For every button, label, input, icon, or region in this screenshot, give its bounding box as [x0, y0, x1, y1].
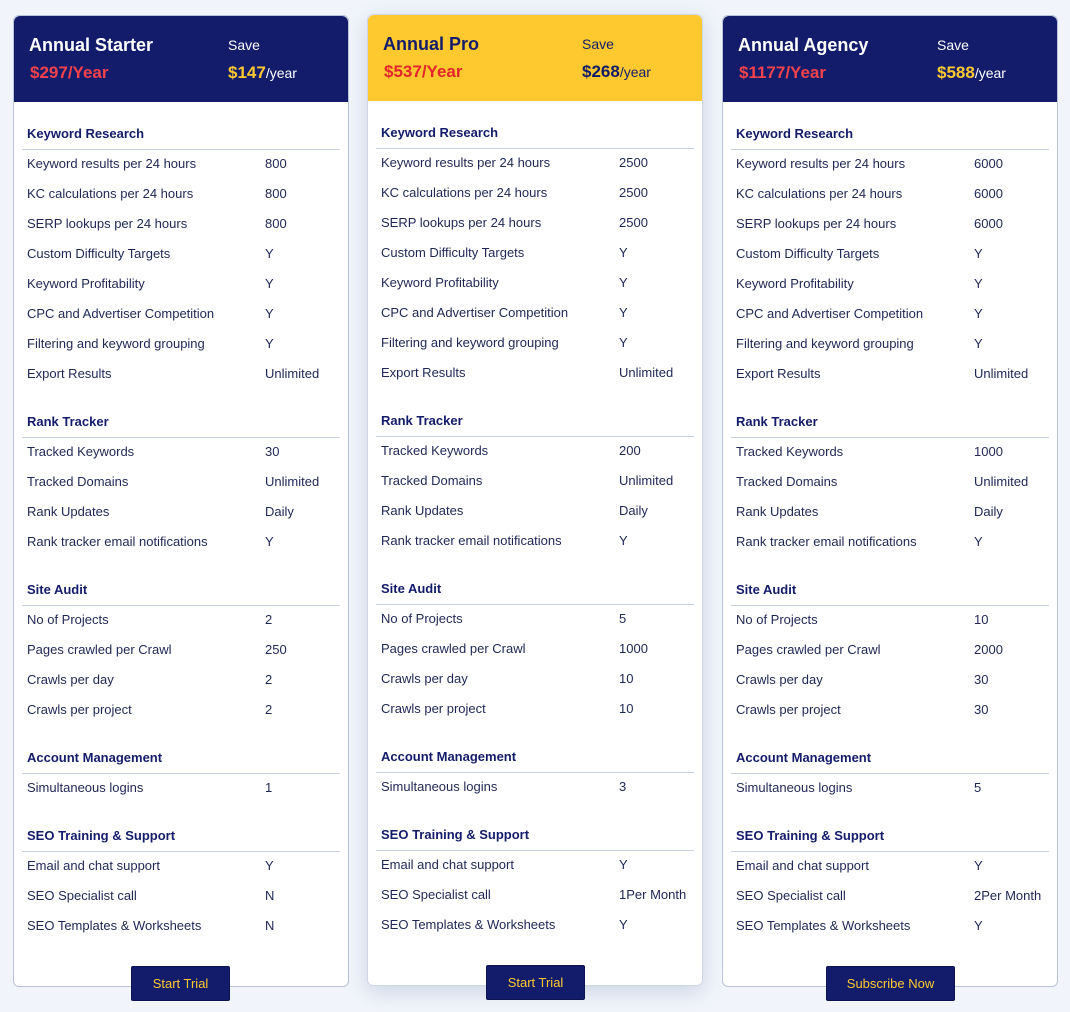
feature-value: Y	[974, 276, 983, 291]
feature-value: 5	[619, 611, 627, 626]
feature-row	[381, 503, 691, 521]
section-title-seo-training-support: SEO Training & Support	[736, 828, 885, 843]
feature-value: Unlimited	[265, 366, 320, 381]
feature-label: Crawls per project	[381, 701, 486, 716]
feature-label: Rank Updates	[381, 503, 464, 518]
section-title-account-management: Account Management	[381, 749, 517, 764]
feature-label: No of Projects	[736, 612, 818, 627]
feature-value: Unlimited	[619, 473, 674, 488]
feature-row	[736, 336, 1046, 354]
feature-value: Daily	[974, 504, 1003, 519]
section-divider	[376, 850, 694, 851]
section-title-seo-training-support: SEO Training & Support	[27, 828, 176, 843]
feature-value: Y	[619, 305, 628, 320]
save-label: Save	[937, 37, 969, 53]
feature-label: Crawls per project	[27, 702, 132, 717]
feature-value: 30	[974, 702, 989, 717]
save-unit: /year	[619, 64, 651, 80]
section-title-account-management: Account Management	[27, 750, 163, 765]
feature-row	[736, 366, 1046, 384]
feature-value: 3	[619, 779, 627, 794]
feature-label: CPC and Advertiser Competition	[381, 305, 569, 320]
feature-row	[27, 918, 337, 936]
plan-header	[14, 16, 348, 102]
subscribe-now-button-agency[interactable]: Subscribe Now	[826, 966, 955, 1001]
feature-label: No of Projects	[381, 611, 463, 626]
start-trial-button-pro[interactable]: Start Trial	[486, 965, 585, 1000]
feature-label: Rank Updates	[736, 504, 819, 519]
feature-row	[736, 534, 1046, 552]
feature-label: Tracked Keywords	[27, 444, 135, 459]
feature-value: Y	[974, 918, 983, 933]
save-amount: $588	[937, 63, 975, 82]
feature-row	[736, 306, 1046, 324]
feature-label: KC calculations per 24 hours	[27, 186, 194, 201]
feature-row	[27, 702, 337, 720]
feature-value: Y	[265, 306, 274, 321]
feature-value: 2Per Month	[974, 888, 1042, 903]
save-price	[228, 63, 297, 83]
feature-row	[381, 917, 691, 935]
feature-value: 2500	[619, 155, 648, 170]
feature-value: Y	[974, 246, 983, 261]
section-divider	[376, 148, 694, 149]
feature-label: CPC and Advertiser Competition	[736, 306, 924, 321]
feature-row	[736, 780, 1046, 798]
feature-label: Rank Updates	[27, 504, 110, 519]
feature-label: Keyword Profitability	[736, 276, 854, 291]
section-divider	[731, 149, 1049, 150]
feature-value: 2500	[619, 185, 648, 200]
feature-value: Y	[265, 336, 274, 351]
feature-label: Rank tracker email notifications	[736, 534, 917, 549]
feature-value: 6000	[974, 216, 1003, 231]
section-divider	[731, 773, 1049, 774]
feature-row	[27, 246, 337, 264]
feature-value: 6000	[974, 156, 1003, 171]
feature-label: SEO Specialist call	[27, 888, 137, 903]
feature-label: KC calculations per 24 hours	[381, 185, 548, 200]
feature-row	[27, 336, 337, 354]
feature-label: No of Projects	[27, 612, 109, 627]
feature-value: 800	[265, 156, 287, 171]
feature-row	[736, 918, 1046, 936]
feature-value: 10	[974, 612, 989, 627]
feature-value: 1	[265, 780, 273, 795]
save-unit: /year	[265, 65, 297, 81]
feature-value: 30	[265, 444, 280, 459]
section-divider	[22, 437, 340, 438]
feature-label: Export Results	[736, 366, 821, 381]
feature-row	[381, 671, 691, 689]
feature-label: Tracked Keywords	[381, 443, 489, 458]
feature-row	[27, 888, 337, 906]
feature-row	[381, 779, 691, 797]
section-title-keyword-research: Keyword Research	[27, 126, 145, 141]
feature-label: Email and chat support	[381, 857, 514, 872]
feature-label: SERP lookups per 24 hours	[381, 215, 542, 230]
feature-value: 2000	[974, 642, 1003, 657]
feature-value: 200	[619, 443, 641, 458]
feature-row	[736, 858, 1046, 876]
feature-value: 800	[265, 186, 287, 201]
feature-row	[381, 365, 691, 383]
feature-row	[381, 701, 691, 719]
feature-value: Y	[265, 276, 274, 291]
feature-label: Filtering and keyword grouping	[736, 336, 914, 351]
feature-value: 1000	[619, 641, 648, 656]
feature-value: 2	[265, 612, 273, 627]
feature-label: SEO Templates & Worksheets	[736, 918, 911, 933]
feature-value: Y	[619, 533, 628, 548]
feature-value: Y	[974, 306, 983, 321]
feature-label: Keyword Profitability	[27, 276, 145, 291]
feature-label: Tracked Domains	[27, 474, 129, 489]
feature-label: Simultaneous logins	[736, 780, 853, 795]
feature-label: CPC and Advertiser Competition	[27, 306, 215, 321]
feature-label: Rank tracker email notifications	[27, 534, 208, 549]
feature-label: Export Results	[27, 366, 112, 381]
plan-full-price: $537/Year	[384, 62, 463, 81]
feature-value: 2	[265, 702, 273, 717]
feature-row	[381, 533, 691, 551]
section-divider	[22, 851, 340, 852]
feature-value: 1000	[974, 444, 1003, 459]
save-label: Save	[228, 37, 260, 53]
feature-label: Pages crawled per Crawl	[736, 642, 881, 657]
feature-row	[27, 156, 337, 174]
feature-label: Crawls per day	[381, 671, 468, 686]
feature-label: Keyword results per 24 hours	[27, 156, 197, 171]
feature-label: Custom Difficulty Targets	[27, 246, 171, 261]
feature-row	[27, 858, 337, 876]
feature-row	[381, 215, 691, 233]
feature-row	[381, 443, 691, 461]
feature-value: 2500	[619, 215, 648, 230]
feature-label: Crawls per day	[27, 672, 114, 687]
feature-label: SERP lookups per 24 hours	[736, 216, 897, 231]
feature-value: Y	[974, 336, 983, 351]
feature-value: Unlimited	[619, 365, 674, 380]
plan-card-annual-agency	[722, 15, 1058, 987]
feature-label: Pages crawled per Crawl	[27, 642, 172, 657]
section-title-rank-tracker: Rank Tracker	[381, 413, 463, 428]
feature-row	[381, 857, 691, 875]
feature-row	[736, 186, 1046, 204]
section-divider	[22, 605, 340, 606]
feature-value: 6000	[974, 186, 1003, 201]
feature-row	[27, 444, 337, 462]
feature-value: Y	[619, 275, 628, 290]
feature-value: Daily	[265, 504, 294, 519]
plan-name: Annual Pro	[383, 34, 480, 54]
plan-card-annual-starter	[13, 15, 349, 987]
feature-row	[27, 366, 337, 384]
feature-label: SEO Templates & Worksheets	[27, 918, 202, 933]
feature-row	[27, 642, 337, 660]
feature-value: Y	[265, 858, 274, 873]
feature-label: Tracked Domains	[736, 474, 838, 489]
feature-row	[27, 306, 337, 324]
feature-row	[736, 246, 1046, 264]
section-divider	[22, 149, 340, 150]
section-divider	[731, 851, 1049, 852]
feature-row	[381, 155, 691, 173]
section-title-rank-tracker: Rank Tracker	[736, 414, 818, 429]
feature-row	[736, 216, 1046, 234]
feature-label: Email and chat support	[736, 858, 869, 873]
feature-value: 10	[619, 671, 634, 686]
feature-value: Y	[974, 534, 983, 549]
feature-row	[736, 702, 1046, 720]
feature-value: N	[265, 918, 275, 933]
feature-value: 30	[974, 672, 989, 687]
feature-label: Pages crawled per Crawl	[381, 641, 526, 656]
feature-value: Y	[265, 246, 274, 261]
feature-row	[27, 216, 337, 234]
feature-label: SEO Specialist call	[736, 888, 846, 903]
feature-label: Simultaneous logins	[381, 779, 498, 794]
feature-row	[381, 185, 691, 203]
feature-value: 5	[974, 780, 982, 795]
feature-row	[736, 504, 1046, 522]
section-divider	[376, 436, 694, 437]
section-divider	[22, 773, 340, 774]
feature-label: Crawls per day	[736, 672, 823, 687]
section-divider	[376, 604, 694, 605]
feature-row	[27, 612, 337, 630]
feature-label: Tracked Keywords	[736, 444, 844, 459]
feature-label: Keyword results per 24 hours	[381, 155, 551, 170]
feature-value: Y	[619, 335, 628, 350]
feature-row	[736, 888, 1046, 906]
plan-name: Annual Agency	[738, 35, 869, 55]
feature-label: Crawls per project	[736, 702, 841, 717]
section-title-site-audit: Site Audit	[381, 581, 442, 596]
save-unit: /year	[974, 65, 1006, 81]
feature-label: Tracked Domains	[381, 473, 483, 488]
section-divider	[731, 437, 1049, 438]
feature-row	[381, 275, 691, 293]
section-divider	[376, 772, 694, 773]
feature-row	[381, 305, 691, 323]
feature-label: Simultaneous logins	[27, 780, 144, 795]
section-divider	[731, 605, 1049, 606]
feature-row	[27, 186, 337, 204]
feature-row	[736, 444, 1046, 462]
feature-row	[736, 642, 1046, 660]
save-price	[582, 62, 651, 82]
feature-row	[27, 276, 337, 294]
feature-value: 800	[265, 216, 287, 231]
feature-row	[736, 612, 1046, 630]
feature-value: N	[265, 888, 275, 903]
feature-label: Custom Difficulty Targets	[381, 245, 525, 260]
save-amount: $147	[228, 63, 266, 82]
feature-label: Filtering and keyword grouping	[381, 335, 559, 350]
feature-row	[381, 245, 691, 263]
feature-label: Export Results	[381, 365, 466, 380]
feature-row	[736, 276, 1046, 294]
feature-label: Email and chat support	[27, 858, 160, 873]
section-title-account-management: Account Management	[736, 750, 872, 765]
feature-row	[381, 335, 691, 353]
feature-value: Y	[619, 857, 628, 872]
save-price	[937, 63, 1006, 83]
plan-card-annual-pro	[367, 14, 703, 986]
section-title-site-audit: Site Audit	[27, 582, 88, 597]
feature-row	[27, 672, 337, 690]
plan-full-price: $297/Year	[30, 63, 109, 82]
feature-row	[381, 641, 691, 659]
feature-value: 2	[265, 672, 273, 687]
feature-row	[381, 473, 691, 491]
plan-header	[723, 16, 1057, 102]
feature-value: Y	[265, 534, 274, 549]
feature-label: SERP lookups per 24 hours	[27, 216, 188, 231]
feature-label: Custom Difficulty Targets	[736, 246, 880, 261]
feature-row	[381, 611, 691, 629]
feature-row	[736, 156, 1046, 174]
plan-full-price: $1177/Year	[739, 63, 826, 82]
save-label: Save	[582, 36, 614, 52]
feature-value: Unlimited	[974, 474, 1029, 489]
feature-value: Y	[974, 858, 983, 873]
feature-row	[381, 887, 691, 905]
feature-row	[27, 534, 337, 552]
feature-row	[27, 780, 337, 798]
feature-label: Keyword results per 24 hours	[736, 156, 906, 171]
plan-name: Annual Starter	[29, 35, 154, 55]
section-title-site-audit: Site Audit	[736, 582, 797, 597]
section-title-seo-training-support: SEO Training & Support	[381, 827, 530, 842]
feature-value: 1Per Month	[619, 887, 687, 902]
feature-value: 10	[619, 701, 634, 716]
feature-label: SEO Specialist call	[381, 887, 491, 902]
feature-label: Rank tracker email notifications	[381, 533, 562, 548]
feature-label: Keyword Profitability	[381, 275, 499, 290]
feature-row	[736, 672, 1046, 690]
feature-label: SEO Templates & Worksheets	[381, 917, 556, 932]
section-title-keyword-research: Keyword Research	[736, 126, 854, 141]
start-trial-button-starter[interactable]: Start Trial	[131, 966, 230, 1001]
feature-label: Filtering and keyword grouping	[27, 336, 205, 351]
feature-value: Y	[619, 245, 628, 260]
feature-label: KC calculations per 24 hours	[736, 186, 903, 201]
feature-row	[27, 474, 337, 492]
feature-row	[27, 504, 337, 522]
feature-value: Unlimited	[265, 474, 320, 489]
feature-value: 250	[265, 642, 287, 657]
feature-value: Daily	[619, 503, 648, 518]
feature-value: Y	[619, 917, 628, 932]
feature-value: Unlimited	[974, 366, 1029, 381]
section-title-keyword-research: Keyword Research	[381, 125, 499, 140]
feature-row	[736, 474, 1046, 492]
plan-header	[368, 15, 702, 101]
save-amount: $268	[582, 62, 620, 81]
section-title-rank-tracker: Rank Tracker	[27, 414, 109, 429]
